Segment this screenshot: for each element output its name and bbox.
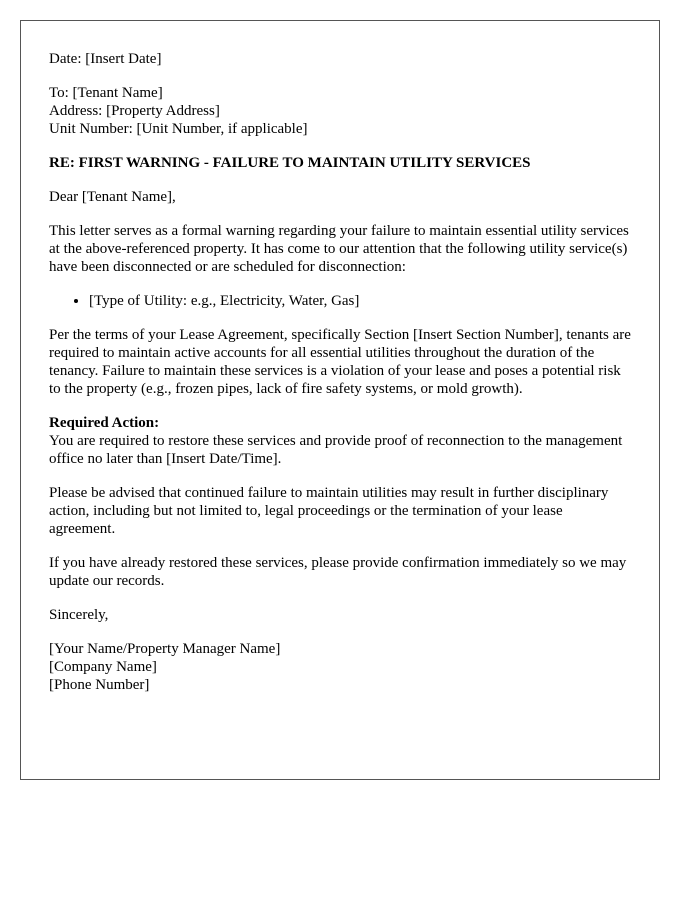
restored-note-paragraph: If you have already restored these services, please provide confirmation immediately so we may update our records. xyxy=(49,555,627,589)
recipient-block xyxy=(49,84,631,138)
date-line: Date: [Insert Date] xyxy=(49,51,162,67)
lease-paragraph: Per the terms of your Lease Agreement, specifically Section [Insert Section Number], tenants are required to maintain active accounts for all essential utilities throughout the duration of the tenancy. Failure to maintain these services is a violation of your lease and poses a potential risk to the property (e.g., frozen pipes, lack of fire safety systems, or mold growth). xyxy=(49,327,631,397)
required-action-block xyxy=(49,414,631,468)
recipient-unit: Unit Number: [Unit Number, if applicable] xyxy=(49,121,308,137)
signature-company: [Company Name] xyxy=(49,659,157,675)
required-action-heading: Required Action: xyxy=(49,415,160,431)
intro-paragraph: This letter serves as a formal warning regarding your failure to maintain essential utility services at the above-referenced property. It has come to our attention that the following utility service(s) have been disconnected or are scheduled for disconnection: xyxy=(49,223,629,275)
recipient-address: Address: [Property Address] xyxy=(49,103,220,119)
required-action-text: You are required to restore these services and provide proof of reconnection to the management office no later than [Insert Date/Time]. xyxy=(49,433,623,467)
utility-list xyxy=(49,292,631,310)
salutation: Dear [Tenant Name], xyxy=(49,189,176,205)
signature-block xyxy=(49,640,631,694)
letter-document xyxy=(20,20,660,780)
closing: Sincerely, xyxy=(49,607,109,623)
recipient-to: To: [Tenant Name] xyxy=(49,85,163,101)
subject-line: RE: FIRST WARNING - FAILURE TO MAINTAIN UTILITY SERVICES xyxy=(49,155,531,171)
list-item: • [Type of Utility: e.g., Electricity, Water, Gas] xyxy=(89,292,631,310)
advisory-paragraph: Please be advised that continued failure to maintain utilities may result in further disciplinary action, including but not limited to, legal proceedings or the termination of your lease agreement. xyxy=(49,485,609,537)
signature-phone: [Phone Number] xyxy=(49,677,150,693)
signature-name: [Your Name/Property Manager Name] xyxy=(49,641,281,657)
